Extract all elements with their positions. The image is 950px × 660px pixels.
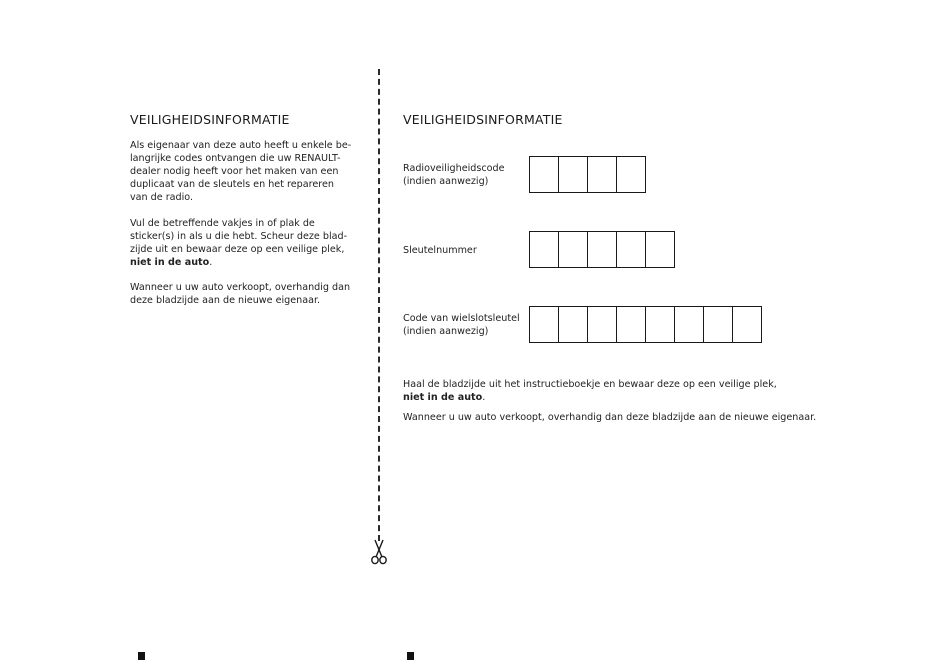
crop-mark <box>407 652 414 660</box>
wheel-lock-box[interactable] <box>617 307 646 342</box>
key-number-box[interactable] <box>646 232 675 267</box>
key-number-box[interactable] <box>559 232 588 267</box>
wheel-lock-label-line: Code van wielslotsleutel <box>403 313 520 324</box>
key-number-boxes <box>529 231 675 268</box>
wheel-lock-box[interactable] <box>704 307 733 342</box>
left-p2-end: . <box>209 257 213 268</box>
key-number-label-text: Sleutelnummer <box>403 245 477 256</box>
radio-code-box[interactable] <box>559 157 588 192</box>
left-paragraph-intro <box>130 139 370 204</box>
left-p3-line: Wanneer u uw auto verkoopt, overhandig dan <box>130 282 351 293</box>
sale-note <box>403 411 883 424</box>
left-heading: VEILIGHEIDSINFORMATIE <box>130 112 290 127</box>
radio-code-boxes <box>529 156 646 193</box>
storage-note-line: Haal de bladzijde uit het instructieboekje en bewaar deze op een veilige plek, <box>403 379 777 390</box>
wheel-lock-box[interactable] <box>675 307 704 342</box>
wheel-lock-label-line: (indien aanwezig) <box>403 326 489 337</box>
wheel-lock-box[interactable] <box>559 307 588 342</box>
left-paragraph-sale <box>130 281 370 307</box>
left-p3-line: deze bladzijde aan de nieuwe eigenaar. <box>130 295 321 306</box>
wheel-lock-box[interactable] <box>733 307 762 342</box>
wheel-lock-label <box>403 312 520 338</box>
radio-code-box[interactable] <box>617 157 646 192</box>
left-p1-line: van de radio. <box>130 192 194 203</box>
left-p1-line: dealer nodig heeft voor het maken van een <box>130 166 339 177</box>
left-p1-line: Als eigenaar van deze auto heeft u enkele be- <box>130 140 352 151</box>
scissors-icon <box>369 538 389 566</box>
left-p1-line: duplicaat van de sleutels en het repareren <box>130 179 334 190</box>
radio-code-label <box>403 162 505 188</box>
right-heading: VEILIGHEIDSINFORMATIE <box>403 112 563 127</box>
wheel-lock-box[interactable] <box>646 307 675 342</box>
wheel-lock-box[interactable] <box>530 307 559 342</box>
left-p1-line: langrijke codes ontvangen die uw RENAULT- <box>130 153 341 164</box>
key-number-label <box>403 244 477 257</box>
storage-note-end: . <box>482 392 486 403</box>
left-p2-bold: niet in de auto <box>130 257 210 268</box>
key-number-box[interactable] <box>530 232 559 267</box>
radio-code-label-line: Radioveiligheidscode <box>403 163 505 174</box>
storage-note <box>403 378 863 404</box>
left-paragraph-instructions <box>130 217 370 269</box>
wheel-lock-boxes <box>529 306 762 343</box>
key-number-box[interactable] <box>617 232 646 267</box>
left-p2-line: zijde uit en bewaar deze op een veilige plek, <box>130 244 345 255</box>
sale-note-text: Wanneer u uw auto verkoopt, overhandig dan deze bladzijde aan de nieuwe eigenaar. <box>403 412 817 423</box>
dashed-cut-line <box>378 69 380 541</box>
radio-code-box[interactable] <box>530 157 559 192</box>
crop-mark <box>138 652 145 660</box>
wheel-lock-box[interactable] <box>588 307 617 342</box>
storage-note-bold: niet in de auto <box>403 392 483 403</box>
radio-code-label-line: (indien aanwezig) <box>403 176 489 187</box>
left-p2-line: Vul de betreffende vakjes in of plak de <box>130 218 315 229</box>
key-number-box[interactable] <box>588 232 617 267</box>
radio-code-box[interactable] <box>588 157 617 192</box>
left-p2-line: sticker(s) in als u die hebt. Scheur deze blad- <box>130 231 348 242</box>
